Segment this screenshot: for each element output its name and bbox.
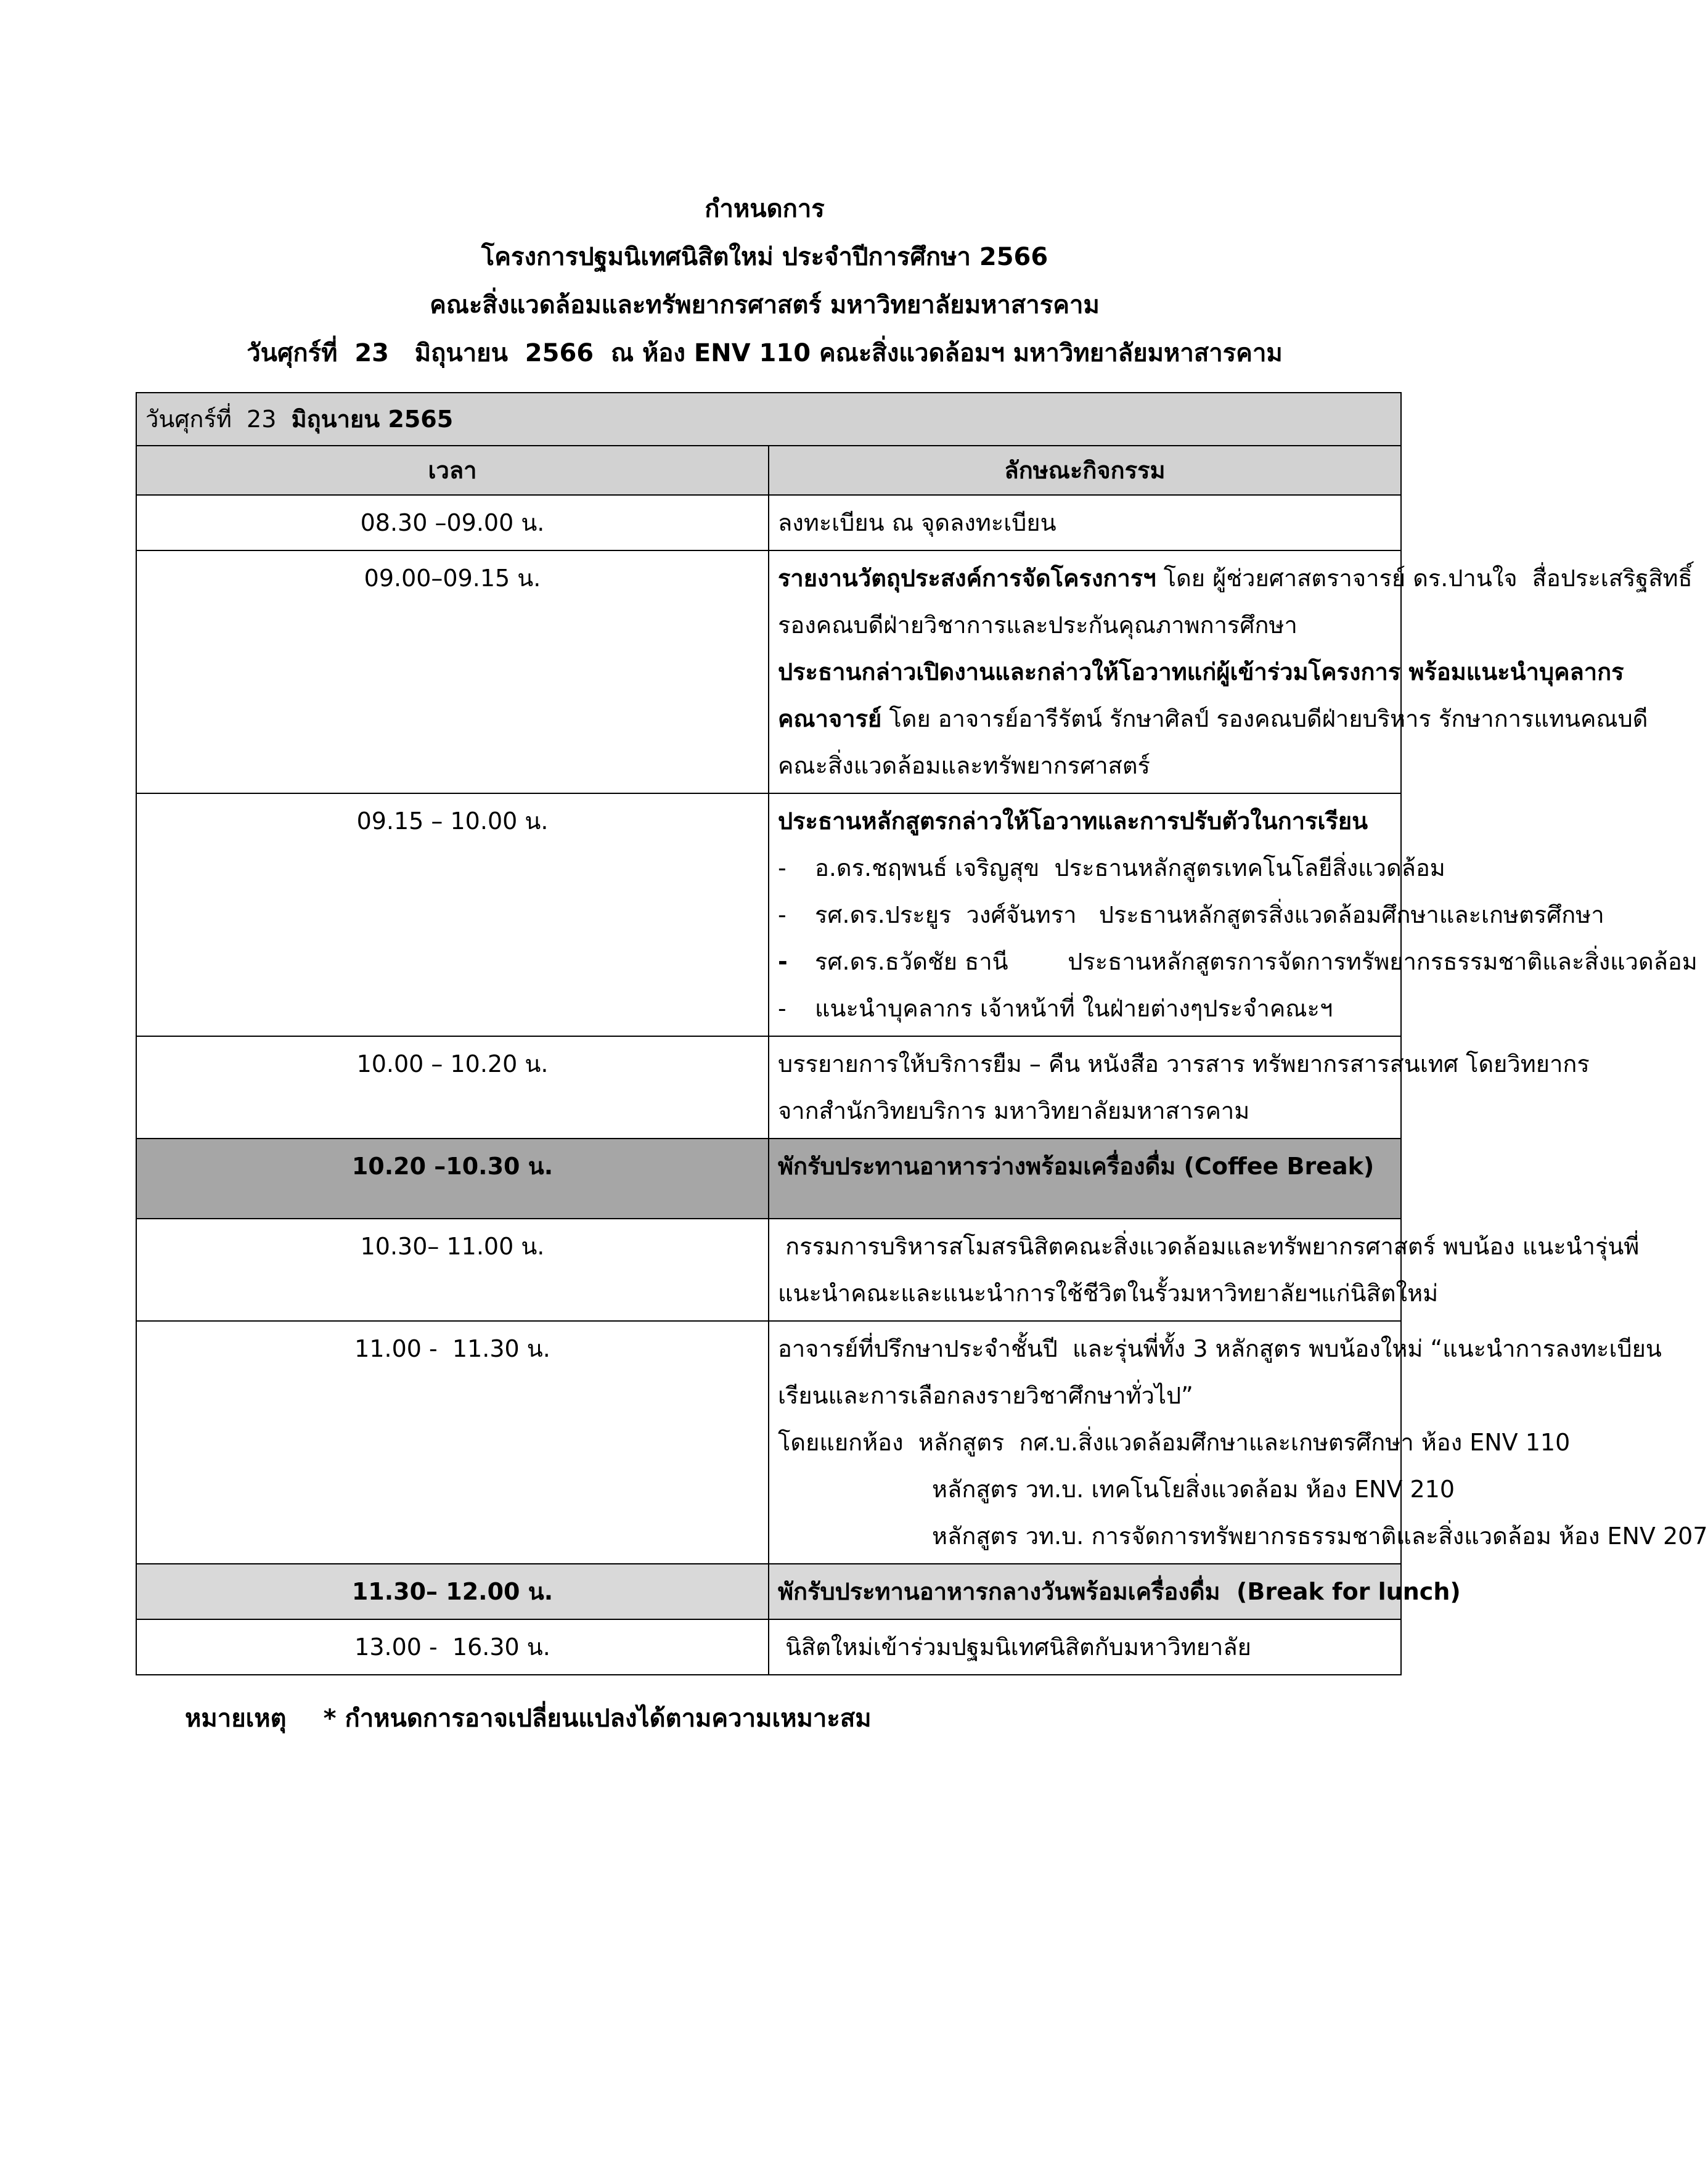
- header-row: [136, 446, 1401, 495]
- break-row: [136, 1139, 1401, 1219]
- activity-line: จากสำนักวิทยบริการ มหาวิทยาลัยมหาสารคาม: [778, 1097, 1250, 1124]
- activity-cell: [769, 550, 1693, 793]
- activity-line: [778, 555, 1693, 602]
- day-date: มิถุนายน 2565: [291, 406, 454, 433]
- time-cell: 13.00 - 16.30 น.: [136, 1619, 769, 1675]
- activity-line: นิสิตใหม่เข้าร่วมปฐมนิเทศนิสิตกับมหาวิทยาลัย: [778, 1633, 1251, 1661]
- activity-line: พักรับประทานอาหารกลางวันพร้อมเครื่องดื่ม (Break for lunch): [778, 1578, 1461, 1605]
- activity-line: กรรมการบริหารสโมสรนิสิตคณะสิ่งแวดล้อมและทรัพยากรศาสตร์ พบน้อง แนะนำรุ่นพี่: [778, 1233, 1640, 1260]
- bullet-line: [778, 985, 1392, 1032]
- activity-cell: [769, 495, 1401, 550]
- activity-line: เรียนและการเลือกลงรายวิชาศึกษาทั่วไป”: [778, 1382, 1193, 1409]
- activity-line: [778, 695, 1648, 742]
- bullet-text: รศ.ดร.ธวัดชัย ธานี ประธานหลักสูตรการจัดการทรัพยากรธรรมชาติและสิ่งแวดล้อม: [815, 948, 1698, 975]
- activity-cell: [769, 1219, 1640, 1321]
- activity-line: คณะสิ่งแวดล้อมและทรัพยากรศาสตร์: [778, 752, 1150, 779]
- faculty-name: คณะสิ่งแวดล้อมและทรัพยากรศาสตร์ มหาวิทยาลัยมหาสารคาม: [430, 291, 1100, 319]
- col-time-header: เวลา: [136, 446, 769, 495]
- day-prefix: วันศุกร์ที่ 23: [145, 406, 292, 433]
- activity-line: รองคณบดีฝ่ายวิชาการและประกันคุณภาพการศึกษา: [778, 611, 1297, 639]
- activity-line: หลักสูตร วท.บ. การจัดการทรัพยากรธรรมชาติและสิ่งแวดล้อม ห้อง ENV 207: [932, 1523, 1708, 1550]
- time-cell: 10.20 –10.30 น.: [136, 1139, 769, 1219]
- schedule-table: [136, 392, 1708, 1675]
- bullet-line: [778, 938, 1698, 985]
- time-cell: 10.30– 11.00 น.: [136, 1219, 769, 1321]
- activity-cell: [769, 1564, 1461, 1619]
- activity-cell: [769, 1036, 1590, 1139]
- activity-heading: ประธานหลักสูตรกล่าวให้โอวาทและการปรับตัวในการเรียน: [778, 808, 1368, 835]
- activity-line: อาจารย์ที่ปรึกษาประจำชั้นปี และรุ่นพี่ทั้ง 3 หลักสูตร พบน้องใหม่ “แนะนำการลงทะเบียน: [778, 1335, 1662, 1362]
- time-cell: 11.30– 12.00 น.: [136, 1564, 769, 1619]
- doc-title: กำหนดการ: [705, 195, 825, 223]
- activity-line: [778, 798, 1392, 844]
- activity-line: ลงทะเบียน ณ จุดลงทะเบียน: [778, 509, 1056, 536]
- dash-marker: -: [778, 901, 787, 928]
- table-row: [136, 1219, 1401, 1321]
- table-row: [136, 793, 1401, 1036]
- table-row: [136, 1321, 1401, 1564]
- footnote: [185, 1698, 872, 1738]
- note-label: หมายเหตุ: [185, 1704, 287, 1733]
- activity-cell: [769, 793, 1698, 1036]
- day-row: [136, 393, 1401, 446]
- dash-marker: -: [778, 995, 787, 1022]
- bullet-line: [778, 891, 1604, 938]
- note-text: * กำหนดการอาจเปลี่ยนแปลงได้ตามความเหมาะสม: [323, 1704, 872, 1733]
- table-row: [136, 1619, 1401, 1675]
- dash-marker: -: [778, 854, 787, 881]
- activity-line: บรรยายการให้บริการยืม – คืน หนังสือ วารสาร ทรัพยากรสารสนเทศ โดยวิทยากร: [778, 1050, 1590, 1077]
- document-header: [0, 185, 1529, 377]
- activity-cell: [769, 1139, 1401, 1219]
- bullet-line: [778, 844, 1445, 891]
- project-name: โครงการปฐมนิเทศนิสิตใหม่ ประจำปีการศึกษา 2566: [481, 243, 1048, 271]
- bullet-text: แนะนำบุคลากร เจ้าหน้าที่ ในฝ่ายต่างๆประจำคณะฯ: [815, 995, 1333, 1022]
- activity-text: โดย อาจารย์อารีรัตน์ รักษาศิลป์ รองคณบดีฝ่ายบริหาร รักษาการแทนคณบดี: [881, 705, 1648, 732]
- activity-cell: [769, 1321, 1708, 1564]
- table-row: [136, 495, 1401, 550]
- activity-line: พักรับประทานอาหารว่างพร้อมเครื่องดื่ม (Coffee Break): [778, 1153, 1375, 1180]
- activity-cell: [769, 1619, 1401, 1675]
- dash-marker: -: [778, 948, 788, 975]
- bullet-text: อ.ดร.ชฤพนธ์ เจริญสุข ประธานหลักสูตรเทคโนโลยีสิ่งแวดล้อม: [815, 854, 1445, 881]
- activity-line: โดยแยกห้อง หลักสูตร กศ.บ.สิ่งแวดล้อมศึกษาและเกษตรศึกษา ห้อง ENV 110: [778, 1429, 1571, 1456]
- table-row: [136, 1036, 1401, 1139]
- activity-line: แนะนำคณะและแนะนำการใช้ชีวิตในรั้วมหาวิทยาลัยฯแก่นิสิตใหม่: [778, 1280, 1439, 1307]
- table-row: [136, 550, 1401, 793]
- activity-line: หลักสูตร วท.บ. เทคโนโยสิ่งแวดล้อม ห้อง ENV 210: [932, 1476, 1455, 1503]
- date-place: วันศุกร์ที่ 23 มิถุนายน 2566 ณ ห้อง ENV 110 คณะสิ่งแวดล้อมฯ มหาวิทยาลัยมหาสารคาม: [247, 339, 1283, 367]
- time-cell: 10.00 – 10.20 น.: [136, 1036, 769, 1139]
- bullet-text: รศ.ดร.ประยูร วงศ์จันทรา ประธานหลักสูตรสิ่งแวดล้อมศึกษาและเกษตรศึกษา: [815, 901, 1604, 928]
- activity-line: [778, 648, 1624, 695]
- activity-heading: รายงานวัตถุประสงค์การจัดโครงการฯ: [778, 565, 1156, 592]
- day-cell: [136, 393, 1401, 446]
- time-cell: 09.00–09.15 น.: [136, 550, 769, 793]
- activity-heading: ประธานกล่าวเปิดงานและกล่าวให้โอวาทแก่ผู้เข้าร่วมโครงการ พร้อมแนะนำบุคลากร: [778, 658, 1624, 685]
- time-cell: 09.15 – 10.00 น.: [136, 793, 769, 1036]
- time-cell: 08.30 –09.00 น.: [136, 495, 769, 550]
- time-cell: 11.00 - 11.30 น.: [136, 1321, 769, 1564]
- lunch-row: [136, 1564, 1401, 1619]
- activity-heading: คณาจารย์: [778, 705, 882, 732]
- col-activity-header: ลักษณะกิจกรรม: [769, 446, 1401, 495]
- activity-text: โดย ผู้ช่วยศาสตราจารย์ ดร.ปานใจ สื่อประเสริฐสิทธิ์: [1156, 565, 1693, 592]
